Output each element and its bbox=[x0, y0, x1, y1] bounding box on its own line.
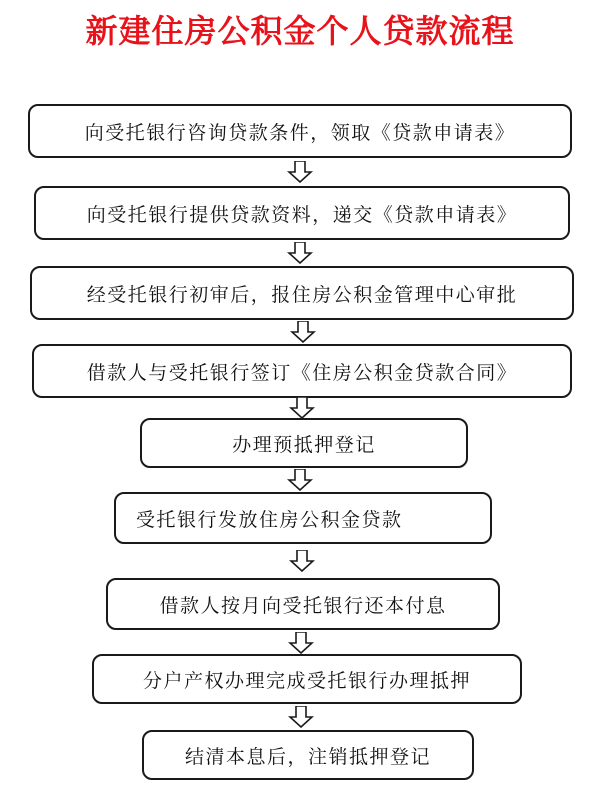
step-1-consult: 向受托银行咨询贷款条件，领取《贷款申请表》 bbox=[28, 104, 572, 158]
down-arrow-icon bbox=[288, 706, 314, 728]
step-3-initial-review: 经受托银行初审后，报住房公积金管理中心审批 bbox=[30, 266, 574, 320]
down-arrow-icon bbox=[287, 469, 313, 491]
step-2-submit-materials: 向受托银行提供贷款资料，递交《贷款申请表》 bbox=[34, 186, 570, 240]
down-arrow-icon bbox=[290, 321, 316, 343]
down-arrow-icon bbox=[287, 242, 313, 264]
step-6-loan-disbursement: 受托银行发放住房公积金贷款 bbox=[114, 492, 492, 544]
step-8-property-mortgage: 分户产权办理完成受托银行办理抵押 bbox=[92, 654, 522, 704]
down-arrow-icon bbox=[287, 161, 313, 183]
down-arrow-icon bbox=[288, 632, 314, 654]
step-4-sign-contract: 借款人与受托银行签订《住房公积金贷款合同》 bbox=[32, 344, 572, 398]
step-7-monthly-repayment: 借款人按月向受托银行还本付息 bbox=[106, 578, 500, 630]
step-5-pre-mortgage: 办理预抵押登记 bbox=[140, 418, 468, 468]
down-arrow-icon bbox=[289, 397, 315, 419]
page-title: 新建住房公积金个人贷款流程 bbox=[85, 12, 515, 50]
step-9-cancel-mortgage: 结清本息后，注销抵押登记 bbox=[142, 730, 474, 780]
down-arrow-icon bbox=[289, 550, 315, 572]
